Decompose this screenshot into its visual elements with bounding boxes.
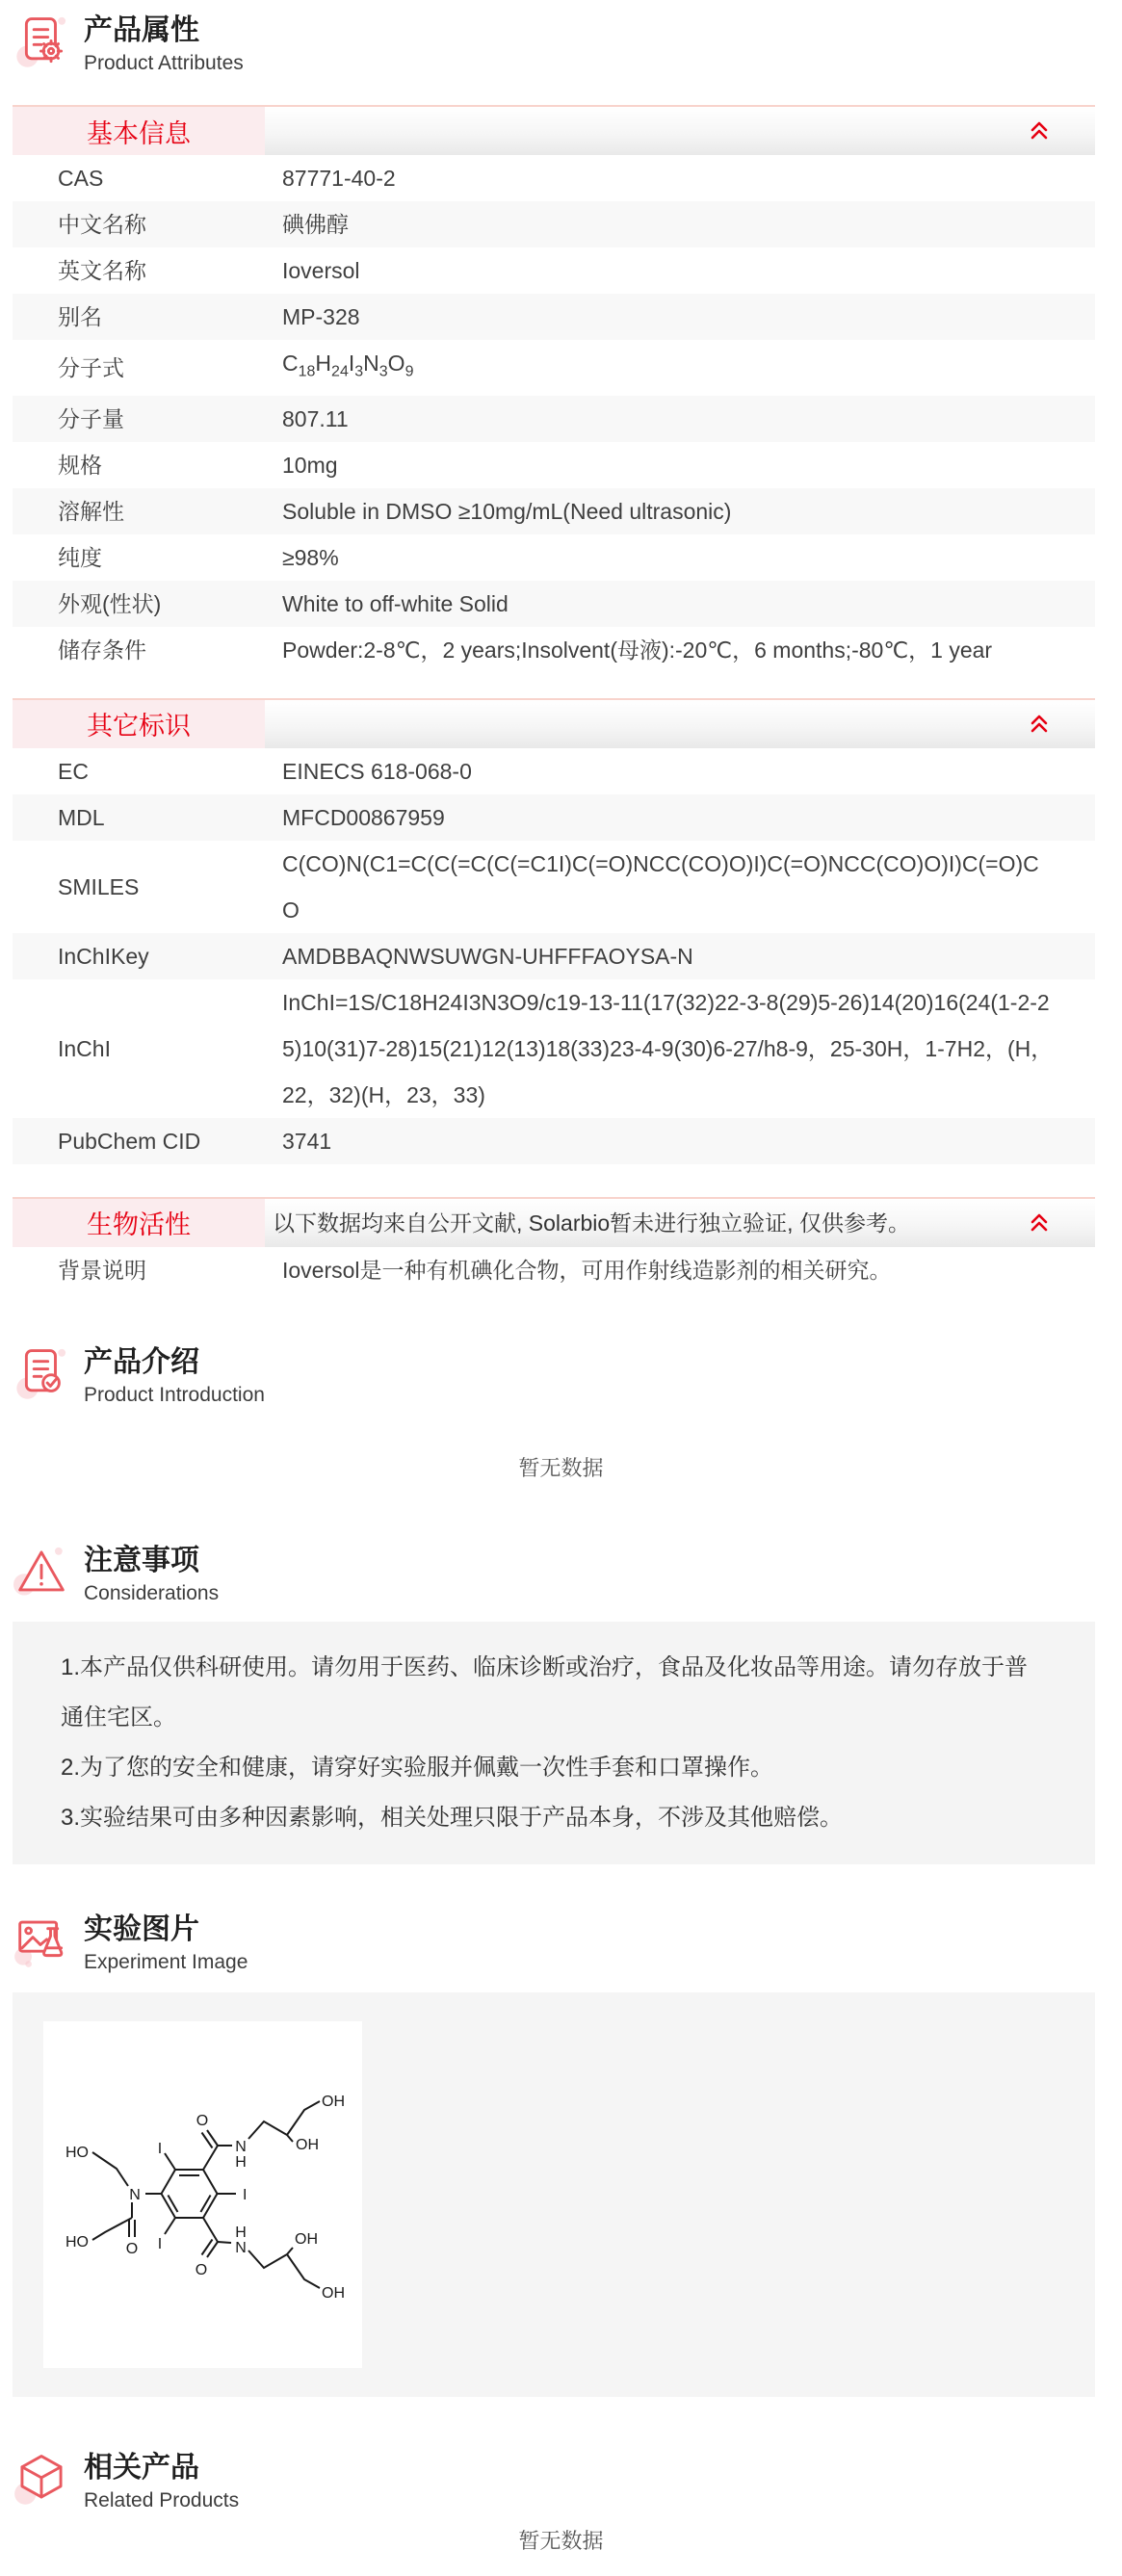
atom-label: N [129,2186,141,2203]
table-row [13,155,1095,201]
attr-value: Ioversol是一种有机碘化合物，可用作射线造影剂的相关研究。 [282,1257,892,1283]
attr-value: MFCD00867959 [282,804,445,830]
atom-label: I [243,2186,248,2203]
group-bar-bioactivity[interactable] [13,1197,1095,1247]
table-row [13,581,1095,627]
attr-value: Ioversol [282,258,360,283]
atom-label: I [157,2140,163,2157]
section-title-en: Experiment Image [84,1950,248,1973]
attr-label: 英文名称 [58,258,146,283]
table-row [13,396,1095,442]
group-bar-basic-info[interactable] [13,105,1095,155]
attr-label: 外观(性状) [58,590,162,616]
group-title: 其它标识 [13,700,265,748]
product-attributes-header [13,0,1122,76]
collapse-chevron-icon[interactable] [1028,119,1051,143]
attr-label: EC [58,758,89,784]
section-title-en: Product Introduction [84,1383,265,1406]
attr-label: CAS [58,166,104,191]
atom-label: H [235,2153,247,2171]
table-row [13,627,1095,673]
attr-label: 分子式 [58,354,124,380]
table-row [13,294,1095,340]
attr-label: 溶解性 [58,498,124,524]
table-row [13,841,1095,933]
attr-label: 纯度 [58,544,102,570]
chemical-structure-image[interactable] [43,2021,362,2368]
atom-label: O [195,2261,208,2278]
attr-label: InChIKey [58,943,149,969]
atom-label: I [157,2235,163,2252]
table-row [13,1247,1095,1293]
attr-value: $C_{18}H_{24}I_3N_3O_9$ [282,351,414,380]
table-row [13,748,1095,794]
atom-label: N [235,2138,247,2155]
table-row [13,442,1095,488]
no-data-text: 暂无数据 [518,1455,604,1480]
attr-label: 储存条件 [58,637,146,663]
attr-label: 中文名称 [58,212,146,237]
related-products-header [13,2451,1122,2513]
attr-value: 87771-40-2 [282,166,396,191]
product-introduction-header [13,1345,1122,1408]
experiment-image-panel [13,1992,1095,2397]
table-row [13,1118,1095,1164]
section-title-zh: 产品介绍 [84,1345,199,1378]
atom-label: OH [322,2093,345,2110]
group-bar-other-identifiers[interactable] [13,698,1095,748]
attr-label: InChI [58,1035,111,1061]
warning-triangle-icon [13,1544,69,1600]
section-title-en: Product Attributes [84,52,244,74]
attr-label: SMILES [58,873,140,899]
document-gear-icon [13,13,69,69]
table-row [13,933,1095,979]
considerations-box [13,1622,1095,1864]
attr-value: AMDBBAQNWSUWGN-UHFFFAOYSA-N [282,943,693,969]
document-check-icon [13,1345,69,1401]
atom-label: OH [296,2136,319,2153]
attr-value: Powder:2-8℃，2 years;Insolvent(母液):-20℃，6 months;-80℃，1 year [282,637,993,663]
experiment-image-header [13,1912,1122,1975]
atom-label: OH [322,2284,345,2302]
table-row [13,534,1095,581]
section-title-zh: 产品属性 [84,14,199,46]
attr-value: 碘佛醇 [282,212,349,237]
section-title-zh: 注意事项 [84,1544,199,1576]
consideration-item: 3.实验结果可由多种因素影响，相关处理只限于产品本身，不涉及其他赔偿。 [61,1804,844,1831]
bioactivity-table [13,1247,1095,1293]
bioactivity-disclaimer: 以下数据均来自公开文献, Solarbio暂未进行独立验证, 仅供参考。 [273,1210,910,1236]
table-row [13,794,1095,841]
other-identifiers-table [13,748,1095,1164]
atom-label: N [235,2239,247,2256]
table-row [13,488,1095,534]
attr-value: 807.11 [282,405,349,431]
collapse-chevron-icon[interactable] [1028,713,1051,736]
table-row [13,247,1095,294]
atom-label: H [235,2224,247,2241]
attr-value: White to off-white Solid [282,590,509,616]
attr-value: EINECS 618-068-0 [282,758,472,784]
table-row [13,340,1095,396]
attr-value: InChI=1S/C18H24I3N3O9/c19-13-11(17(32)22-3-8(29)5-26)14(20)16(24(1-2-25)10(31)7-28)15(21)12(13)18(33)23-4-9(30)6-27/h8-9，25-30H，1-7H2，(H，22，32)(H，23，33) [282,989,1054,1107]
table-row [13,201,1095,247]
attr-label: 分子量 [58,405,124,431]
section-title-en: Related Products [84,2488,240,2511]
section-title-en: Considerations [84,1581,220,1604]
atom-label: OH [295,2230,318,2248]
table-row [13,979,1095,1118]
cube-icon [13,2451,69,2507]
attr-value: 10mg [282,452,338,478]
attr-label: MDL [58,804,105,830]
image-flask-icon [13,1912,69,1968]
consideration-item: 2.为了您的安全和健康，请穿好实验服并佩戴一次性手套和口罩操作。 [61,1754,774,1781]
attr-value: Soluble in DMSO ≥10mg/mL(Need ultrasonic) [282,498,732,524]
atom-label: HO [65,2144,89,2161]
attr-label: 背景说明 [58,1257,146,1283]
section-title-zh: 相关产品 [84,2451,199,2484]
basic-info-table [13,155,1095,673]
attr-label: PubChem CID [58,1128,201,1154]
group-title: 生物活性 [13,1199,265,1247]
atom-label: O [196,2112,209,2129]
attr-value: C(CO)N(C1=C(C(=C(C(=C1I)C(=O)NCC(CO)O)I)C(=O)NCC(CO)O)I)C(=O)CO [282,850,1039,923]
consideration-item: 1.本产品仅供科研使用。请勿用于医药、临床诊断或治疗，食品及化妆品等用途。请勿存放于普通住宅区。 [61,1653,1029,1730]
no-data-text: 暂无数据 [518,2528,604,2553]
attr-label: 规格 [58,452,102,478]
attr-value: MP-328 [282,304,360,329]
atom-label: O [125,2240,139,2257]
section-title-zh: 实验图片 [84,1912,199,1945]
attr-value: 3741 [282,1128,332,1154]
considerations-header [13,1544,1122,1606]
collapse-chevron-icon[interactable] [1028,1211,1051,1235]
attr-label: 别名 [58,304,102,329]
group-title: 基本信息 [13,107,265,155]
atom-label: HO [65,2233,89,2251]
attr-value: ≥98% [282,544,339,570]
